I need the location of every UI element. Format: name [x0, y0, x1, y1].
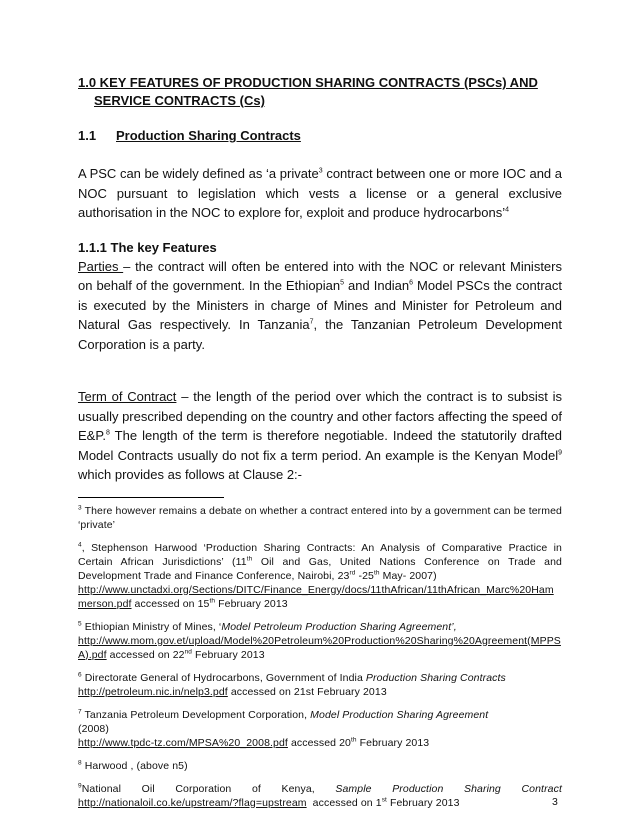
text-run: accessed on 22	[106, 648, 185, 661]
footnote-6	[78, 671, 562, 699]
ordinal: th	[373, 569, 380, 576]
word: Sharing	[463, 782, 501, 795]
paragraph-parties	[78, 257, 562, 355]
italic-title: Model Production Sharing Agreement	[310, 708, 489, 721]
text-run: May- 2007)	[379, 569, 437, 582]
footnote-ref-7[interactable]: 7	[309, 318, 314, 326]
subsection-heading: 1.1.1 The key Features	[78, 239, 217, 255]
word: of	[251, 782, 261, 795]
italic-title: Model Petroleum Production Sharing Agreement’,	[221, 620, 457, 633]
text-run: , Stephenson Harwood ‘Production Sharing Contracts: An Analysis of Comparative Practice in Certain African Jurisdictions’ (11	[78, 541, 562, 568]
main-heading-line2: SERVICE CONTRACTS (Cs)	[94, 93, 265, 108]
paragraph-term-of-contract	[78, 387, 562, 485]
word: National	[81, 782, 122, 795]
footnote-separator	[78, 497, 224, 498]
footnote-number: 4	[78, 541, 82, 548]
word: Contract	[521, 782, 562, 795]
ordinal: th	[246, 555, 253, 562]
text-run: Directorate General of Hydrocarbons, Government of India	[81, 671, 366, 684]
term-parties: Parties	[78, 258, 124, 274]
word: Corporation	[175, 782, 232, 795]
main-heading-line1: 1.0 KEY FEATURES OF PRODUCTION SHARING CONTRACTS (PSCs) AND	[78, 75, 538, 90]
section-title: Production Sharing Contracts	[116, 128, 301, 143]
text-run: February 2013	[386, 796, 460, 809]
footnote-ref-3[interactable]: 3	[318, 167, 323, 175]
text-run: February 2013	[192, 648, 265, 661]
ordinal: th	[351, 736, 357, 743]
footnote-ref-9[interactable]: 9	[558, 449, 562, 457]
footnote-text: There however remains a debate on whether a contract entered into by a government can be termed ‘private’	[78, 504, 562, 531]
footnote-8	[78, 759, 562, 773]
text-run: – the contract will often be entered into with the NOC or relevant Ministers on behalf of the government. In the Ethiopian	[78, 258, 562, 293]
footnote-5-link[interactable]: http://www.mom.gov.et/upload/Model%20Petroleum%20Production%20Sharing%20Agreement(MPPSA).pdf	[78, 634, 561, 661]
ordinal: st	[381, 796, 387, 803]
text-run: and Indian	[344, 278, 410, 293]
section-number: 1.1	[78, 128, 97, 143]
text-run: which provides as follows at Clause 2:-	[78, 467, 302, 482]
text-run	[78, 782, 121, 796]
text-run: Tanzania Petroleum Development Corporation,	[81, 708, 311, 721]
word: Production	[392, 782, 444, 795]
footnote-4	[78, 541, 562, 611]
footnote-ref-5[interactable]: 5	[340, 279, 345, 287]
text-run: accessed 20	[287, 736, 351, 749]
text-run: (2008)	[78, 722, 109, 735]
text-run: A PSC can be widely defined as ‘a private	[78, 166, 319, 181]
footnote-9-link[interactable]: http://nationaloil.co.ke/upstream/?flag=upstream	[78, 796, 307, 809]
footnote-ref-4[interactable]: 4	[505, 206, 509, 214]
footnote-7	[78, 708, 562, 750]
footnote-6-link[interactable]: http://petroleum.nic.in/nelp3.pdf	[78, 685, 228, 698]
text-run: accessed on 21st February 2013	[227, 685, 387, 698]
footnote-7-link[interactable]: http://www.tpdc-tz.com/MPSA%20_2008.pdf	[78, 736, 288, 749]
text-run: The length of the term is therefore negotiable. Indeed the statutorily drafted Model Contracts usually do not fix a term period. An example is the Kenyan Model	[78, 428, 562, 463]
footnote-text: Harwood , (above n5)	[81, 759, 188, 772]
footnote-number: 3	[78, 504, 82, 511]
main-heading	[78, 74, 562, 110]
footnote-3	[78, 504, 562, 532]
italic-title: Production Sharing Contracts	[365, 671, 506, 684]
paragraph-psc-definition	[78, 164, 562, 223]
word: Kenya,	[281, 782, 315, 795]
ordinal: rd	[349, 569, 356, 576]
footnote-number: 7	[78, 708, 82, 715]
page-number: 3	[552, 796, 558, 808]
word: Oil	[141, 782, 155, 795]
text-run: -25	[355, 569, 374, 582]
footnote-ref-6[interactable]: 6	[409, 279, 414, 287]
footnote-9-line2	[78, 796, 562, 810]
term-term-of-contract: Term of Contract	[78, 389, 177, 404]
text-run: Model PSCs the contract is executed by the Ministers in charge of Mines and Minister for Petroleum and Natural Gas respectively. In Tanzania	[78, 278, 562, 332]
ordinal: th	[209, 597, 216, 604]
footnote-number: 6	[78, 671, 82, 678]
word: Sample	[335, 782, 372, 795]
text-run: , the Tanzanian Petroleum Development Corporation is a party.	[78, 317, 562, 352]
section-heading	[78, 127, 562, 145]
footnote-number: 5	[78, 620, 82, 627]
footnote-5	[78, 620, 562, 662]
footnote-4-link[interactable]: http://www.unctadxi.org/Sections/DITC/Finance_Energy/docs/11thAfrican/11thAfrican_Marc%20Hammerson.pdf	[78, 583, 554, 610]
text-run: Ethiopian Ministry of Mines, ‘	[81, 620, 222, 633]
footnote-9	[78, 782, 562, 810]
text-run: accessed on 1	[306, 796, 382, 809]
footnote-9-line1	[78, 782, 562, 796]
text-run: Oil and Gas, United Nations Conference on Trade and Development Trade and Finance Conference, Nairobi, 23	[78, 555, 562, 582]
footnote-number: 9	[78, 782, 82, 789]
ordinal: nd	[184, 648, 193, 655]
footnote-ref-8[interactable]: 8	[105, 429, 110, 437]
footnote-number: 8	[78, 759, 82, 766]
text-run: – the length of the period over which the contract is to subsist is usually prescribed depending on the country and other factors affecting the speed of E&P.	[78, 389, 562, 443]
text-run: accessed on 15	[131, 597, 210, 610]
text-run: February 2013	[215, 597, 288, 610]
page-content	[78, 74, 562, 810]
text-run: February 2013	[356, 736, 430, 749]
text-run: contract between one or more IOC and a NOC pursuant to legislation which vests a license or a general exclusive authorisation in the NOC to explore for, exploit and produce hydrocarbons’	[78, 166, 563, 220]
